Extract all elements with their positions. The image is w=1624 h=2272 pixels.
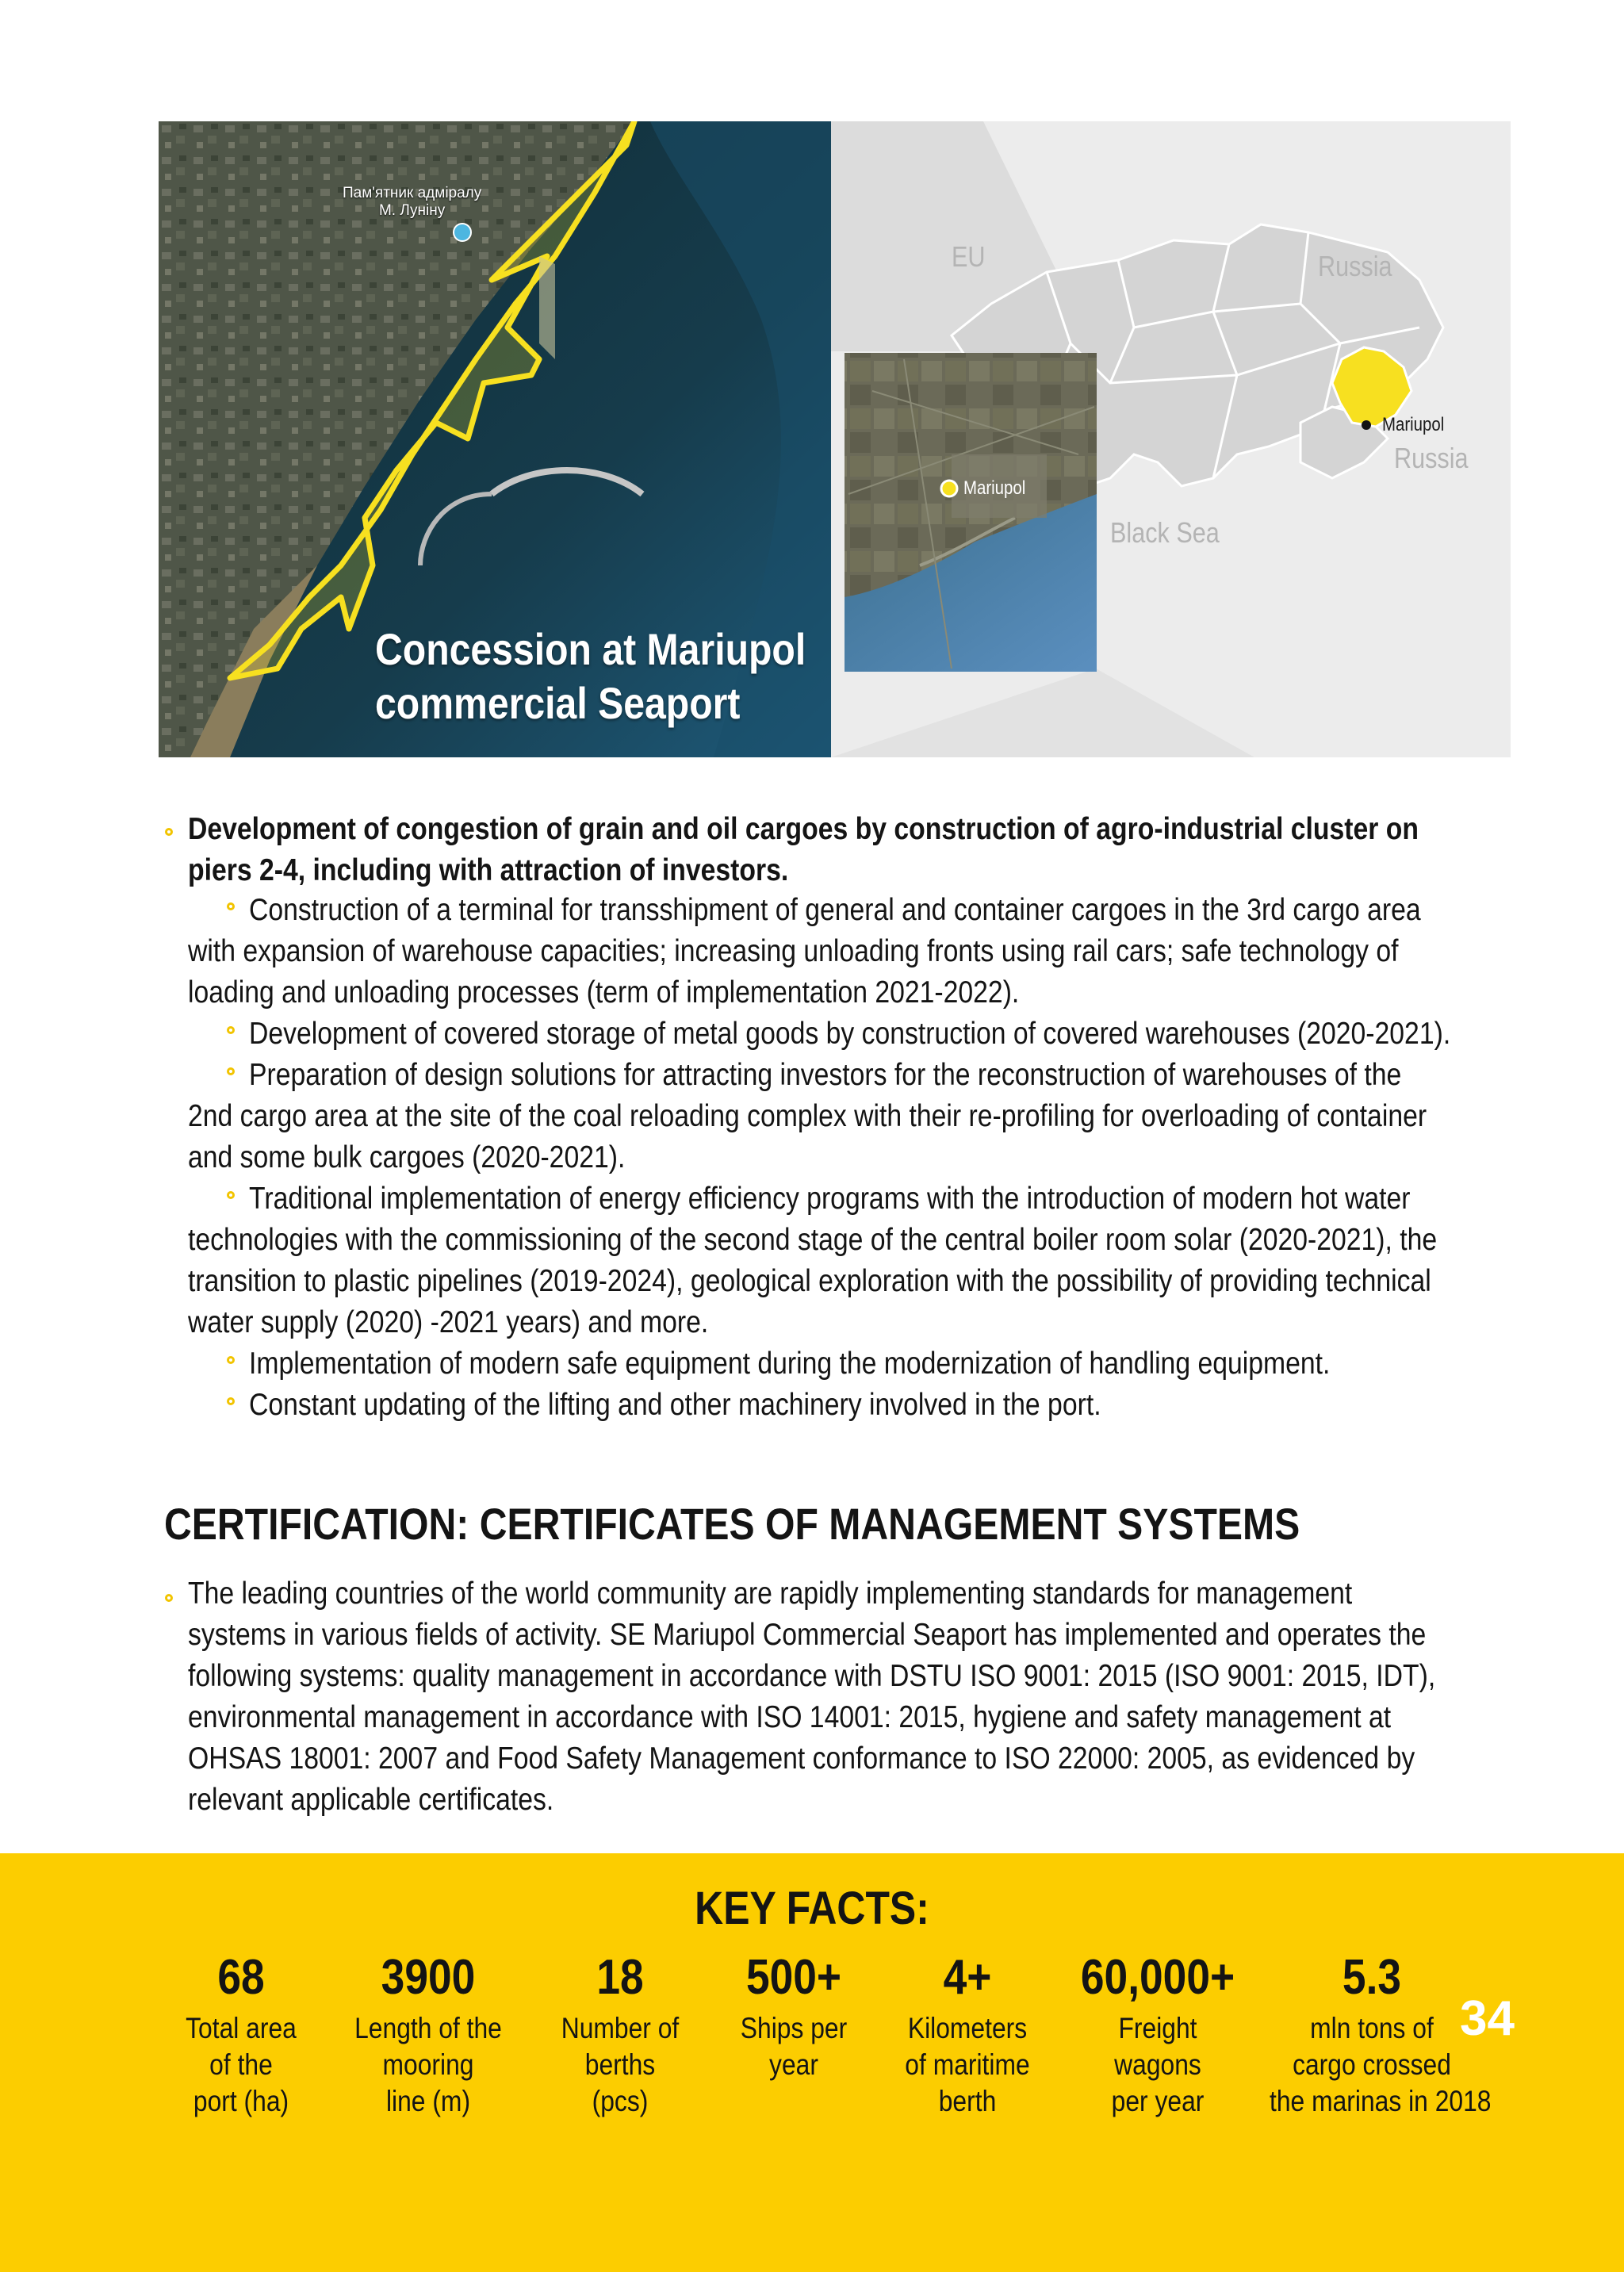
map-label-mariupol: Mariupol (1382, 414, 1445, 435)
fact-label: mln tons of cargo crossed the marinas in 2018 (1270, 2012, 1492, 2117)
dev-item-4-line-2: technologies with the commissioning of the second stage of the central boiler room solar (2020-2021), the (188, 1223, 1438, 1257)
fact-value: 500+ (745, 1950, 842, 2005)
dev-item-5-line-1: Implementation of modern safe equipment during the modernization of handling equipment. (249, 1347, 1331, 1381)
fact-label: Number of berths (pcs) (561, 2012, 680, 2117)
fact-freight-wagons (1063, 1950, 1253, 2120)
bullet-icon (227, 1191, 235, 1199)
certification-heading: CERTIFICATION: CERTIFICATES OF MANAGEMENT SYSTEMS (164, 1499, 1300, 1549)
bullet-icon (227, 1026, 235, 1034)
cert-line-5: OHSAS 18001: 2007 and Food Safety Management conformance to ISO 22000: 2005, as evidenced by (188, 1741, 1415, 1776)
fact-label: Ships per year (740, 2012, 848, 2081)
fact-value: 68 (217, 1950, 265, 2005)
map-label-black-sea: Black Sea (1110, 516, 1220, 549)
bullet-icon (227, 1067, 235, 1075)
dev-item-1-line-2: with expansion of warehouse capacities; increasing unloading fronts using rail cars; safe technology of (188, 934, 1399, 968)
inset-label-mariupol: Mariupol (963, 477, 1026, 499)
bullet-icon (227, 902, 235, 910)
bullet-icon (165, 1594, 173, 1602)
cert-line-4: environmental management in accordance with ISO 14001: 2015, hygiene and safety management at (188, 1700, 1392, 1734)
cert-line-2: systems in various fields of activity. SE Mariupol Commercial Seaport has implemented and operates the (188, 1618, 1427, 1652)
fact-value: 4+ (943, 1950, 992, 2005)
dev-item-3-line-2: 2nd cargo area at the site of the coal reloading complex with their re-profiling for overloading of container (188, 1099, 1427, 1133)
fact-ships (710, 1950, 877, 2083)
map-label-russia-top: Russia (1318, 250, 1392, 282)
map-label-russia-right: Russia (1394, 442, 1469, 474)
fact-berths (533, 1950, 707, 2120)
fact-value: 5.3 (1342, 1950, 1402, 2005)
dev-item-4-line-3: transition to plastic pipelines (2019-2024), geological exploration with the possibility of providing technical (188, 1264, 1431, 1298)
fact-total-area (162, 1950, 320, 2120)
key-facts-title: KEY FACTS: (695, 1883, 929, 1934)
dev-item-1-line-1: Construction of a terminal for transshipment of general and container cargoes in the 3rd cargo area (249, 893, 1421, 927)
fact-cargo-tons (1253, 1950, 1491, 2120)
dev-item-4-line-1: Traditional implementation of energy efficiency programs with the introduction of modern hot water (249, 1182, 1411, 1216)
monument-pin-icon (454, 224, 471, 241)
hero-title: Concession at Mariupol commercial Seaport (375, 624, 806, 728)
dev-item-3-line-1: Preparation of design solutions for attracting investors for the reconstruction of warehouses of the (249, 1058, 1402, 1092)
cert-line-1: The leading countries of the world community are rapidly implementing standards for management (188, 1577, 1353, 1611)
fact-label: Total area of the port (ha) (186, 2012, 297, 2117)
fact-label: Freight wagons per year (1111, 2012, 1205, 2117)
dev-item-3-line-3: and some bulk cargoes (2020-2021). (188, 1140, 626, 1174)
bullet-icon (227, 1397, 235, 1405)
fact-value: 18 (596, 1950, 644, 2005)
dev-item-6-line-1: Constant updating of the lifting and other machinery involved in the port. (249, 1388, 1101, 1422)
cert-line-6: relevant applicable certificates. (188, 1783, 554, 1817)
map-label-eu: EU (952, 240, 986, 273)
fact-label: Kilometers of maritime berth (905, 2012, 1030, 2117)
fact-mooring-length (333, 1950, 523, 2120)
lead-text-line-1: Development of congestion of grain and oil cargoes by construction of agro-industrial cluster on (188, 812, 1419, 846)
fact-value: 60,000+ (1080, 1950, 1235, 2005)
fact-value: 3900 (381, 1950, 476, 2005)
page-number: 34 (1460, 1991, 1515, 2046)
bullet-icon (227, 1356, 235, 1364)
dev-item-4-line-4: water supply (2020) -2021 years) and more. (188, 1305, 709, 1339)
cert-line-3: following systems: quality management in accordance with DSTU ISO 9001: 2015 (ISO 9001: 2015, IDT), (188, 1659, 1436, 1693)
fact-maritime-berth (880, 1950, 1055, 2120)
hero-figure (159, 121, 1511, 757)
inset-map (845, 353, 1097, 672)
satellite-label: Пам'ятник адміралу М. Луніну (343, 185, 482, 219)
lead-text-line-2: piers 2-4, including with attraction of investors. (188, 853, 789, 887)
key-facts-band (0, 1853, 1624, 2272)
fact-label: Length of the mooring line (m) (354, 2012, 502, 2117)
dev-item-1-line-3: loading and unloading processes (term of implementation 2021-2022). (188, 975, 1020, 1010)
dev-item-2-line-1: Development of covered storage of metal goods by construction of covered warehouses (2020-2021). (249, 1017, 1451, 1051)
bullet-icon (165, 828, 173, 836)
